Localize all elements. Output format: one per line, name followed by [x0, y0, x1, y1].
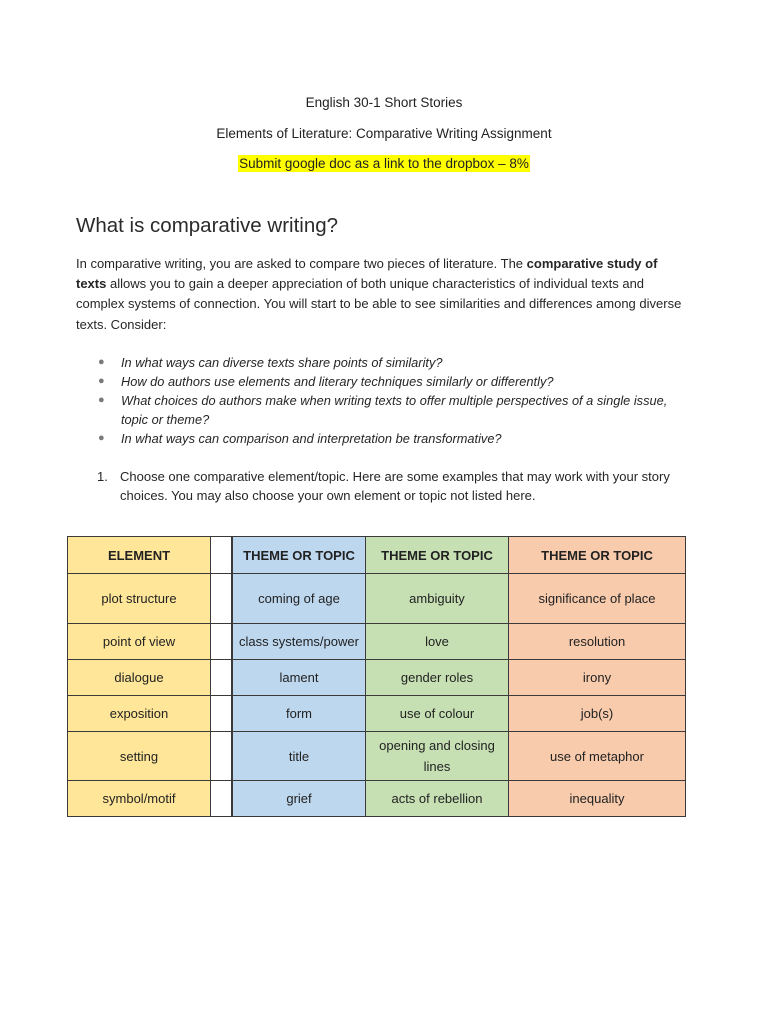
theme-cell: inequality: [509, 781, 686, 817]
bullet-icon: ●: [98, 432, 105, 444]
assignment-title: Elements of Literature: Comparative Writing Assignment: [216, 126, 552, 141]
theme-cell: job(s): [509, 696, 686, 732]
spacer-cell: [211, 537, 232, 574]
theme-cell: title: [233, 732, 366, 781]
theme-cell: class systems/power: [233, 624, 366, 660]
list-item-text: What choices do authors make when writing texts to offer multiple perspectives of a single issue, topic or theme?: [121, 393, 668, 427]
spacer-cell: [211, 624, 232, 660]
theme-cell: form: [233, 696, 366, 732]
bullet-icon: ●: [98, 356, 105, 368]
list-item: [76, 391, 696, 429]
list-item-text: How do authors use elements and literary techniques similarly or differently?: [121, 374, 554, 389]
theme-cell: lament: [233, 660, 366, 696]
list-item: [76, 429, 696, 448]
submission-note-highlight: Submit google doc as a link to the dropbox – 8%: [239, 156, 529, 171]
table-row: [68, 624, 686, 660]
table-row: [68, 781, 686, 817]
intro-bold-term: comparative study of texts: [76, 256, 658, 292]
element-cell: exposition: [68, 696, 211, 732]
consider-list: [76, 353, 696, 448]
spacer-cell: [211, 574, 232, 624]
theme-cell: opening and closing lines: [366, 732, 509, 781]
theme-cell: grief: [233, 781, 366, 817]
header-theme-1: THEME OR TOPIC: [233, 537, 366, 574]
element-cell: setting: [68, 732, 211, 781]
theme-cell: use of metaphor: [509, 732, 686, 781]
theme-cell: resolution: [509, 624, 686, 660]
table-row: [68, 660, 686, 696]
table-header-row: [68, 537, 686, 574]
theme-cell: coming of age: [233, 574, 366, 624]
theme-cell: ambiguity: [366, 574, 509, 624]
spacer-cell: [211, 781, 232, 817]
spacer-cell: [211, 696, 232, 732]
list-item: [76, 353, 696, 372]
theme-cell: gender roles: [366, 660, 509, 696]
theme-cell: acts of rebellion: [366, 781, 509, 817]
header-theme-2: THEME OR TOPIC: [366, 537, 509, 574]
header-element: ELEMENT: [68, 537, 211, 574]
submission-note: [0, 155, 768, 173]
course-title: English 30-1 Short Stories: [305, 95, 463, 110]
header-theme-3: THEME OR TOPIC: [509, 537, 686, 574]
intro-text-end: allows you to gain a deeper appreciation of both unique characteristics of individual texts and complex systems of connection. You will start to be able to see similarities and differences among diverse texts. Consider:: [76, 276, 682, 332]
intro-text-start: In comparative writing, you are asked to compare two pieces of literature. The: [76, 256, 527, 271]
spacer-cell: [211, 732, 232, 781]
list-item: [76, 372, 696, 391]
table-row: [68, 732, 686, 781]
instruction-text: Choose one comparative element/topic. Here are some examples that may work with your story choices. You may also choose your own element or topic not listed here.: [120, 469, 670, 503]
instruction-number: 1.: [97, 469, 108, 484]
section-heading: What is comparative writing?: [76, 214, 339, 237]
elements-table: [67, 536, 686, 817]
list-item-text: In what ways can diverse texts share points of similarity?: [121, 355, 443, 370]
table-row: [68, 574, 686, 624]
table-row: [68, 696, 686, 732]
bullet-icon: ●: [98, 375, 105, 387]
theme-cell: love: [366, 624, 509, 660]
element-cell: plot structure: [68, 574, 211, 624]
bullet-icon: ●: [98, 394, 105, 406]
theme-cell: use of colour: [366, 696, 509, 732]
theme-cell: significance of place: [509, 574, 686, 624]
list-item-text: In what ways can comparison and interpretation be transformative?: [121, 431, 502, 446]
spacer-cell: [211, 660, 232, 696]
intro-paragraph: [76, 254, 688, 335]
element-cell: point of view: [68, 624, 211, 660]
element-cell: dialogue: [68, 660, 211, 696]
element-cell: symbol/motif: [68, 781, 211, 817]
theme-cell: irony: [509, 660, 686, 696]
